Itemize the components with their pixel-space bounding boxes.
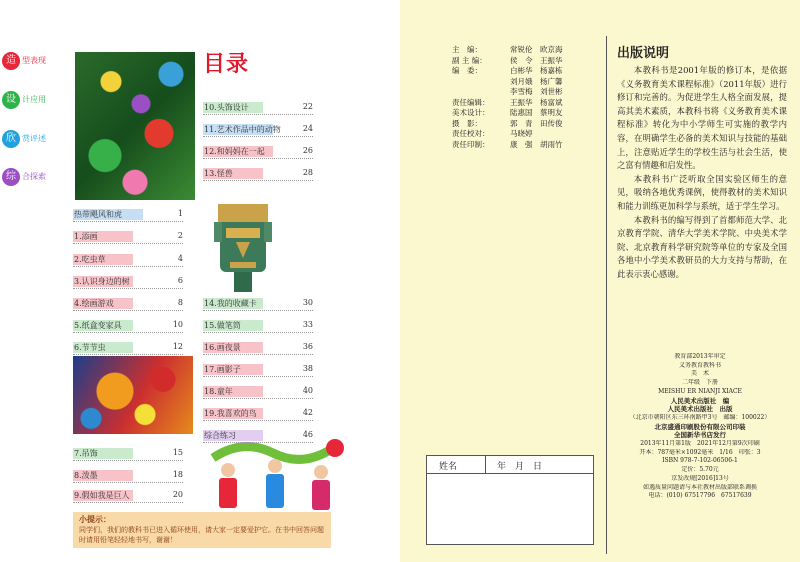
colophon-line: 人民美术出版社 出版 [667,405,733,414]
colophon-line: 如遇质量问题请与本社教材出版部联系调换 [642,483,757,491]
colophon-line: 2013年11月第1版 2021年12月第9次印刷 [640,440,760,448]
toc-divider [73,354,183,355]
name-box-divider [485,456,486,474]
toc-item-text: 13.怪兽 [204,169,233,178]
toc-item-text: 17.画影子 [204,365,241,374]
tiger-painting-image [73,356,193,434]
toc-item-page: 1 [177,209,183,218]
credit-row [452,65,604,76]
side-tab-design [2,91,68,109]
toc-item[interactable] [73,342,183,355]
toc-item-text: 7.吊饰 [74,449,98,458]
toc-item[interactable] [203,124,313,137]
toc-item[interactable] [203,320,313,333]
toc-divider [203,442,313,443]
colophon-line: 义务教育教科书 [678,361,721,369]
toc-item-page: 46 [302,430,313,439]
toc-item-text: 11.艺术作品中的动物 [204,125,281,134]
toc-item-page: 24 [302,124,313,133]
colophon-line: 全国新华书店发行 [674,431,726,440]
toc-item[interactable] [73,320,183,333]
credit-names: 侯 令 王振华 [510,55,563,65]
credit-role: 主 编： [452,45,482,54]
toc-item-text: 12.和妈妈在一起 [204,147,265,156]
toc-item[interactable] [203,298,313,311]
colophon-line: 京发改规[2016]13号 [671,474,729,482]
publication-note-title: 出版说明 [617,46,670,61]
bronze-mask-image [212,186,274,294]
toc-item[interactable] [73,209,183,222]
credit-role: 编 委： [452,66,482,75]
name-label: 姓名 [439,462,458,472]
publication-note-paragraph: 本教科书的编写得到了首都师范大学、北京教育学院、清华大学美术学院、中央美术学院、北京教育科学研究院等单位的专家及全国各地中小学美术教研员的大力支持与帮助，在此表示衷心感谢。 [617,214,787,279]
credit-role: 责任校对： [452,129,490,138]
toc-item-text: 9.假如我是巨人 [74,491,130,500]
toc-item-text: 8.泼墨 [74,471,98,480]
toc-item[interactable] [203,146,313,159]
toc-item[interactable] [203,342,313,355]
toc-item-page: 26 [302,146,313,155]
toc-item-text: 3.认识身边的树 [74,277,130,286]
toc-item-text: 10.头饰设计 [204,103,249,112]
toc-item[interactable] [203,102,313,115]
toc-title: 目录 [203,52,250,77]
toc-item-text: 综合练习 [204,431,236,440]
credit-names: 康 强 胡雨竹 [510,139,563,149]
credit-row [452,97,604,108]
publication-note-body [617,64,787,282]
date-label: 年 月 日 [497,462,543,472]
toc-divider [203,310,313,311]
tip-title: 小提示： [79,515,111,524]
toc-item[interactable] [73,231,183,244]
credit-names: 马晓婷 [510,129,533,138]
credit-role: 副 主 编： [452,55,487,65]
toc-item-page: 30 [302,298,313,307]
colophon-line: 人民美术出版社 编 [670,396,730,405]
toc-divider [203,180,313,181]
toc-item-text: 14.我的收藏卡 [204,299,257,308]
credit-names: 常锐伦 欧京海 [510,45,563,54]
side-tab-synthesis-label: 合探索 [22,172,46,181]
credit-row [452,128,604,139]
toc-item-text: 15.做笔筒 [204,321,241,330]
toc-item-page: 6 [177,276,183,285]
credit-role: 责任印制： [452,139,490,149]
credit-row [452,76,604,87]
side-tab-synthesis-char: 综 [2,168,20,186]
credit-names: 刘月娥 杨广馨 [510,76,563,86]
toc-item-page: 28 [302,168,313,177]
toc-item-page: 33 [302,320,313,329]
toc-divider [73,243,183,244]
children-painting-image [75,52,195,200]
toc-item-page: 15 [172,448,183,457]
toc-item-text: 1.添画 [74,232,98,241]
side-tab-design-char: 设 [2,91,20,109]
credits-list [452,44,604,149]
credit-role: 摄 影： [452,118,482,128]
colophon-line: 电话：(010) 67517796 67517639 [648,492,752,500]
toc-item[interactable] [73,490,183,503]
credit-role: 美术设计： [452,108,490,117]
colophon-line: ISBN 978-7-102-06506-1 [662,457,738,465]
credit-role: 责任编辑： [452,97,490,107]
side-tab-modeling-char: 造 [2,52,20,70]
tip-box [73,512,331,548]
toc-item-text: 2.吃虫草 [74,255,106,264]
name-box-header [427,456,593,474]
side-tab-design-label: 计应用 [22,95,46,104]
toc-divider [73,482,183,483]
toc-divider [203,114,313,115]
colophon-line: 二年级 下册 [681,379,718,387]
toc-item[interactable] [73,470,183,483]
toc-divider [203,158,313,159]
toc-divider [203,332,313,333]
credit-row [452,139,604,150]
credit-row [452,86,604,97]
tip-body: 同学们，我们的教科书已进入循环使用，请大家一定要爱护它。在书中回答问题时请用铅笔轻轻地书写，谢谢！ [79,526,324,544]
credit-names: 郭 青 田传俊 [510,118,563,128]
colophon-line: 定价：5.70元 [681,466,719,474]
column-divider [606,36,607,554]
side-tab-synthesis [2,168,68,186]
toc-divider [203,398,313,399]
toc-item-text: 6.节节虫 [74,343,106,352]
toc-item[interactable] [73,448,183,461]
side-tab-appreciation-label: 赏评述 [22,134,46,143]
toc-item-page: 38 [302,364,313,373]
publication-note-paragraph: 本教科书广泛听取全国实验区师生的意见，吸纳各地优秀课例，使得教材的美术知识和能力训练更加科学与系统，适于学生学习。 [617,173,787,211]
side-tab-modeling-label: 型表现 [22,56,46,65]
toc-divider [203,136,313,137]
credit-names: 王振华 杨富斌 [510,97,563,107]
toc-item[interactable] [203,430,313,443]
toc-item-page: 18 [172,470,183,479]
toc-divider [73,266,183,267]
toc-divider [73,502,183,503]
toc-divider [73,288,183,289]
toc-item[interactable] [203,408,313,421]
toc-item[interactable] [73,276,183,289]
toc-item[interactable] [203,364,313,377]
toc-item-text: 4.绘画游戏 [74,299,114,308]
toc-divider [203,354,313,355]
toc-item-page: 22 [302,102,313,111]
toc-item-page: 4 [177,254,183,263]
toc-item-text: 5.纸盒变家具 [74,321,122,330]
toc-item-page: 10 [172,320,183,329]
toc-item-page: 2 [177,231,183,240]
credit-row [452,118,604,129]
colophon-line: MEISHU ER NIANJI XIACE [658,387,742,395]
toc-item[interactable] [203,386,313,399]
toc-item-page: 42 [302,408,313,417]
toc-item-page: 40 [302,386,313,395]
toc-divider [203,376,313,377]
side-tab-modeling [2,52,68,70]
credit-row [452,107,604,118]
toc-item-page: 12 [172,342,183,351]
toc-item[interactable] [203,168,313,181]
toc-divider [73,310,183,311]
credit-names: 陆惠国 蔡明友 [510,108,563,117]
toc-divider [203,420,313,421]
colophon-line: （北京市朝阳区东三环南路甲3号 邮编：100022） [629,413,771,421]
toc-item-page: 8 [177,298,183,307]
credit-names: 李雪梅 刘世彬 [510,87,563,96]
colophon-line: 开本：787毫米×1092毫米 1/16 印张：3 [639,448,761,456]
toc-item-text: 热带飓风和虎 [74,210,122,219]
children-dragon-image [203,438,353,513]
toc-item-text: 19.我喜欢的鸟 [204,409,257,418]
credit-row [452,55,604,66]
colophon-line: 北京盛通印刷股份有限公司印装 [654,422,746,431]
publication-note-paragraph: 本教科书是2001年版的修订本，是依据《义务教育美术课程标准》（2011年版）进行修订和完善的。为促进学生人格全面发展，提高其美术素质，本教科书将《义务教育美术课程标准》转化为中小学师生可实施的教学内容，在明确学生必备的美术知识与技能的基础上，注意贴近学生的学校生活与社会生活，使之富有情趣和启发性。 [617,65,787,171]
name-box[interactable] [426,455,594,545]
colophon [610,353,790,501]
toc-divider [73,221,183,222]
toc-item-text: 16.画夜景 [204,343,241,352]
toc-item[interactable] [73,254,183,267]
colophon-line: 教育部2013年审定 [674,353,726,360]
toc-divider [73,332,183,333]
side-tab-appreciation [2,130,68,148]
toc-item-page: 20 [172,490,183,499]
toc-item-text: 18.童年 [204,387,233,396]
colophon-line: 美 术 [690,370,709,378]
credit-row [452,44,604,55]
toc-item[interactable] [73,298,183,311]
credit-names: 白彬华 杨嘉栋 [510,66,563,75]
toc-item-page: 36 [302,342,313,351]
toc-divider [73,460,183,461]
side-tab-appreciation-char: 欣 [2,130,20,148]
